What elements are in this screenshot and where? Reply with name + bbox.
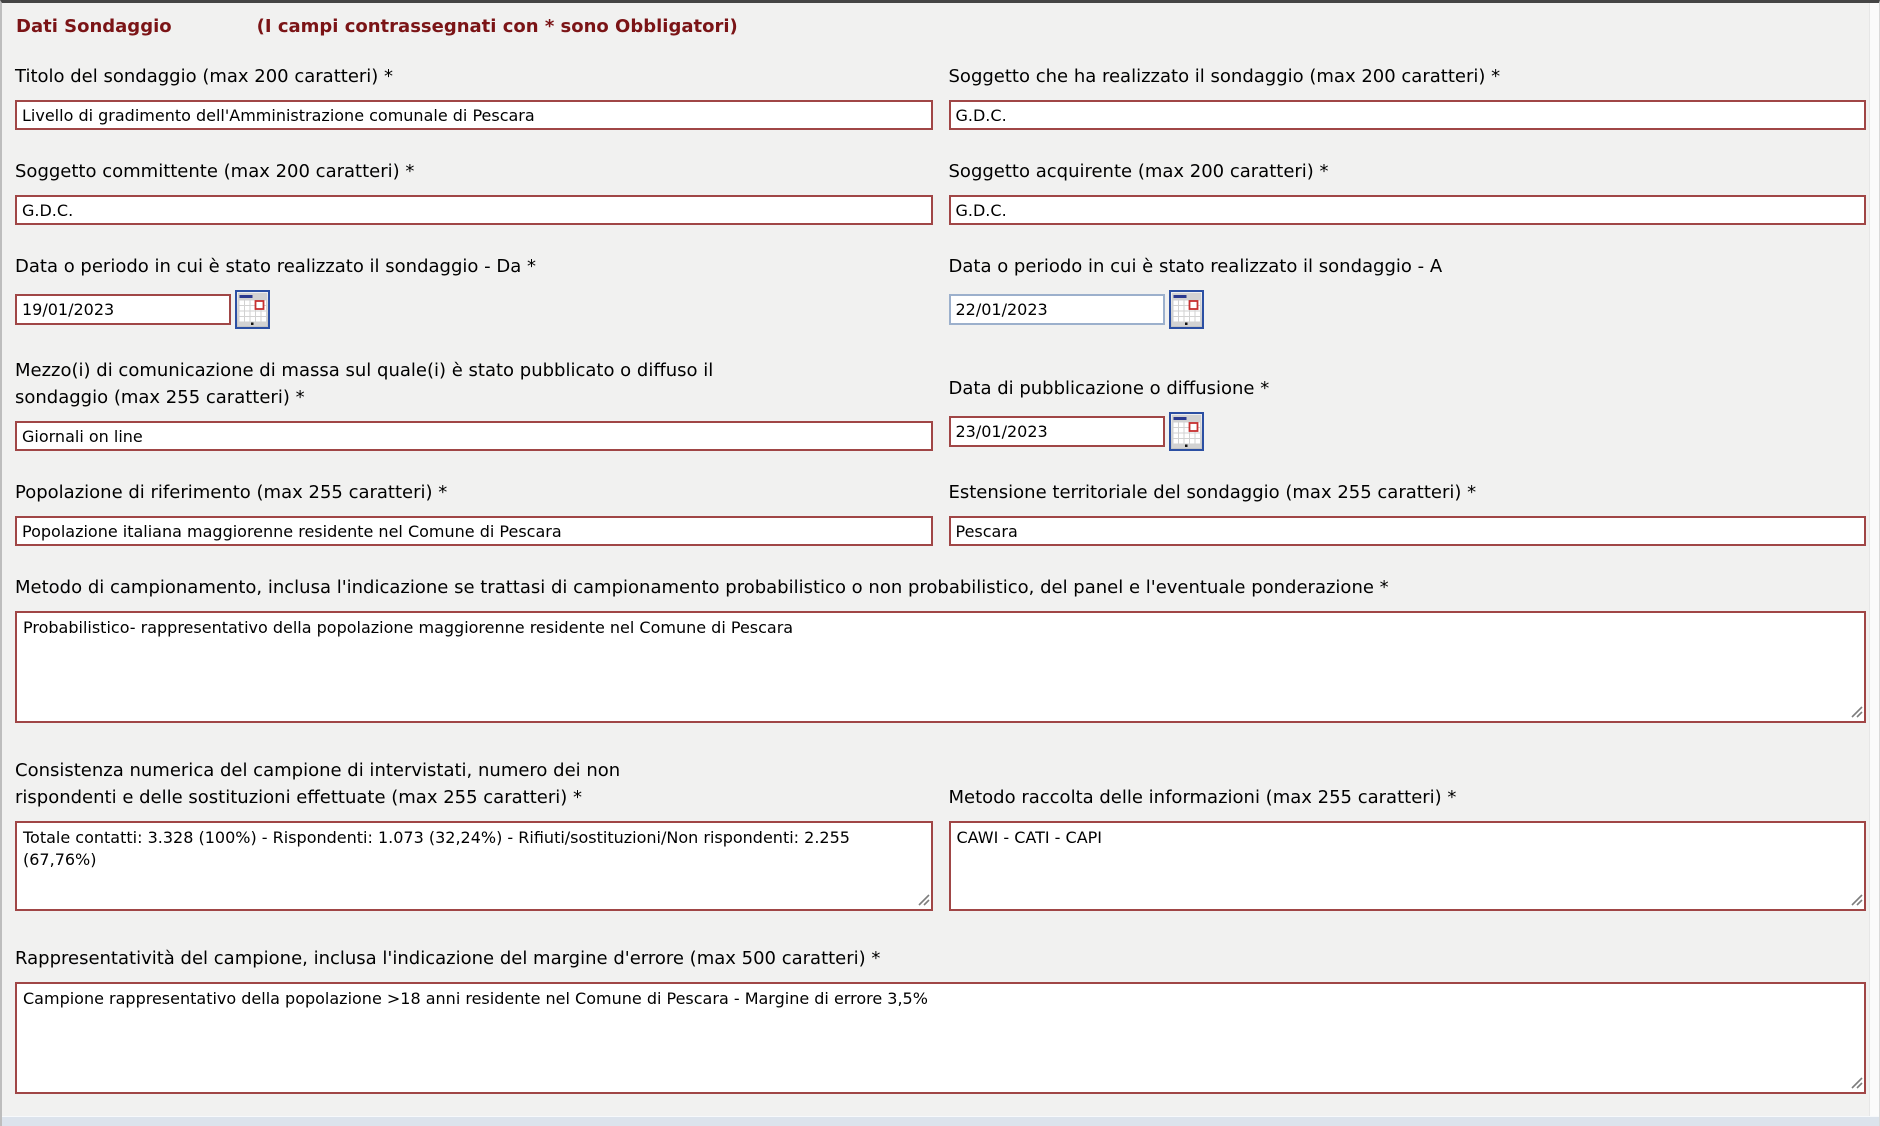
metodo-raccolta-label: Metodo raccolta delle informazioni (max 255 caratteri) * — [948, 787, 1457, 808]
data-pubblicazione-input[interactable] — [949, 416, 1165, 447]
field-data-a — [949, 253, 1867, 329]
data-da-input[interactable] — [15, 294, 231, 325]
required-fields-note: (I campi contrassegnati con * sono Obbligatori) — [256, 16, 738, 37]
data-a-label: Data o periodo in cui è stato realizzato il sondaggio - A — [948, 256, 1443, 277]
popolazione-input[interactable] — [15, 516, 933, 546]
calendar-icon — [238, 293, 267, 326]
soggetto-committente-label: Soggetto committente (max 200 caratteri) * — [15, 161, 415, 182]
textarea-resize-handle[interactable] — [1850, 705, 1863, 718]
metodo-raccolta-textarea[interactable] — [949, 821, 1867, 911]
horizontal-scrollbar-track[interactable] — [2, 1116, 1879, 1126]
data-pubblicazione-calendar-button[interactable] — [1169, 412, 1204, 451]
soggetto-realizzato-label: Soggetto che ha realizzato il sondaggio (max 200 caratteri) * — [948, 66, 1501, 87]
page-title: Dati Sondaggio — [16, 16, 172, 37]
data-pubblicazione-label: Data di pubblicazione o diffusione * — [948, 378, 1270, 399]
field-soggetto-realizzato — [949, 63, 1867, 130]
soggetto-committente-input[interactable] — [15, 195, 933, 225]
titolo-label: Titolo del sondaggio (max 200 caratteri) * — [15, 66, 394, 87]
calendar-icon — [1172, 415, 1201, 448]
field-data-da — [15, 253, 933, 329]
field-mezzo — [15, 357, 933, 451]
soggetto-acquirente-input[interactable] — [949, 195, 1867, 225]
data-pubblicazione-row — [949, 412, 1867, 451]
data-a-calendar-button[interactable] — [1169, 290, 1204, 329]
data-da-label: Data o periodo in cui è stato realizzato il sondaggio - Da * — [15, 256, 536, 277]
metodo-campionamento-textarea[interactable] — [15, 611, 1866, 723]
field-soggetto-committente — [15, 158, 933, 225]
consistenza-label: Consistenza numerica del campione di intervistati, numero dei non rispondenti e delle sostituzioni effettuate (max 255 caratteri) * — [15, 760, 621, 808]
textarea-resize-handle[interactable] — [917, 893, 930, 906]
metodo-campionamento-label: Metodo di campionamento, inclusa l'indicazione se trattasi di campionamento probabilistico o non probabilistico, del panel e l'eventuale ponderazione * — [15, 577, 1389, 598]
field-estensione — [949, 479, 1867, 546]
field-metodo-raccolta — [949, 757, 1867, 911]
data-a-row — [949, 290, 1867, 329]
consistenza-textarea[interactable] — [15, 821, 933, 911]
estensione-input[interactable] — [949, 516, 1867, 546]
field-consistenza — [15, 757, 933, 911]
mezzo-label: Mezzo(i) di comunicazione di massa sul quale(i) è stato pubblicato o diffuso il sondaggio (max 255 caratteri) * — [15, 360, 714, 408]
titolo-input[interactable] — [15, 100, 933, 130]
rappresentativita-textarea[interactable] — [15, 982, 1866, 1094]
soggetto-realizzato-input[interactable] — [949, 100, 1867, 130]
soggetto-acquirente-label: Soggetto acquirente (max 200 caratteri) * — [948, 161, 1329, 182]
textarea-resize-handle[interactable] — [1850, 893, 1863, 906]
rappresentativita-label: Rappresentatività del campione, inclusa l'indicazione del margine d'errore (max 500 caratteri) * — [15, 948, 881, 969]
form-grid — [2, 63, 1879, 1094]
form-header — [2, 3, 1879, 37]
data-a-input[interactable] — [949, 294, 1165, 325]
textarea-resize-handle[interactable] — [1850, 1076, 1863, 1089]
data-da-row — [15, 290, 933, 329]
field-data-pubblicazione — [949, 357, 1867, 451]
calendar-icon — [1172, 293, 1201, 326]
popolazione-label: Popolazione di riferimento (max 255 caratteri) * — [15, 482, 448, 503]
vertical-scrollbar-track[interactable] — [1869, 3, 1879, 1117]
field-popolazione — [15, 479, 933, 546]
field-titolo — [15, 63, 933, 130]
field-metodo-campionamento — [15, 574, 1866, 723]
data-da-calendar-button[interactable] — [235, 290, 270, 329]
field-rappresentativita — [15, 945, 1866, 1094]
field-soggetto-acquirente — [949, 158, 1867, 225]
mezzo-input[interactable] — [15, 421, 933, 451]
estensione-label: Estensione territoriale del sondaggio (max 255 caratteri) * — [948, 482, 1477, 503]
